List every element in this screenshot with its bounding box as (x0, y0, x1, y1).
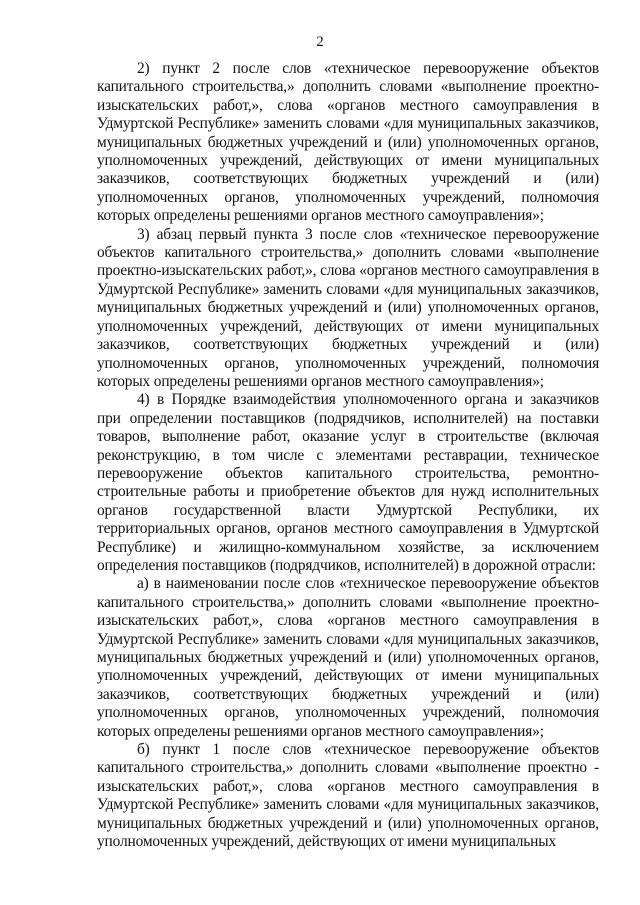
page-number: 2 (316, 34, 324, 50)
paragraph-item-4: 4) в Порядке взаимодействия уполномоченного органа и заказчиков при определении поставщиков (подрядчиков, исполнителей) на поставки товаров, выполнение работ, оказание услуг в строительстве (включая реконструкцию, в том числе с элементами реставрации, техническое перевооружение объектов капитального строительства, ремонтно-строительные работы и приобретение объектов для нужд исполнительных органов государственной власти Удмуртской Республики, их территориальных органов, органов местного самоуправления в Удмуртской Республике) и жилищно-коммунальном хозяйстве, за исключением определения поставщиков (подрядчиков, исполнителей) в дорожной отрасли: (97, 391, 599, 574)
subparagraph-a: а) в наименовании после слов «техническое перевооружение объектов капитального строительства,» дополнить словами «выполнение проектно-изыскательских работ,», слова «органов местного самоуправления в Удмуртской Республике» заменить словами «для муниципальных заказчиков, муниципальных бюджетных учреждений и (или) уполномоченных органов, уполномоченных учреждений, действующих от имени муниципальных заказчиков, соответствующих бюджетных учреждений и (или) уполномоченных органов, уполномоченных учреждений, полномочия которых определены решениями органов местного самоуправления»; (97, 575, 599, 740)
subparagraph-b: б) пункт 1 после слов «техническое перевооружение объектов капитального строительства,» дополнить словами «выполнение проектно - изыскательских работ,», слова «органов местного самоуправления в Удмуртской Республике» заменить словами «для муниципальных заказчиков, муниципальных бюджетных учреждений и (или) уполномоченных органов, уполномоченных учреждений, действующих от имени муниципальных (97, 741, 599, 851)
paragraph-item-2: 2) пункт 2 после слов «техническое перевооружение объектов капитального строительства,» дополнить словами «выполнение проектно-изыскательских работ,», слова «органов местного самоуправления в Удмуртской Республике» заменить словами «для муниципальных заказчиков, муниципальных бюджетных учреждений и (или) уполномоченных органов, уполномоченных учреждений, действующих от имени муниципальных заказчиков, соответствующих бюджетных учреждений и (или) уполномоченных органов, уполномоченных учреждений, полномочия которых определены решениями органов местного самоуправления»; (97, 60, 599, 225)
paragraph-item-3: 3) абзац первый пункта 3 после слов «техническое перевооружение объектов капитального строительства,» дополнить словами «выполнение проектно-изыскательских работ,», слова «органов местного самоуправления в Удмуртской Республике» заменить словами «для муниципальных заказчиков, муниципальных бюджетных учреждений и (или) уполномоченных органов, уполномоченных учреждений, действующих от имени муниципальных заказчиков, соответствующих бюджетных учреждений и (или) уполномоченных органов, уполномоченных учреждений, полномочия которых определены решениями органов местного самоуправления»; (97, 225, 599, 390)
document-body (97, 60, 599, 851)
